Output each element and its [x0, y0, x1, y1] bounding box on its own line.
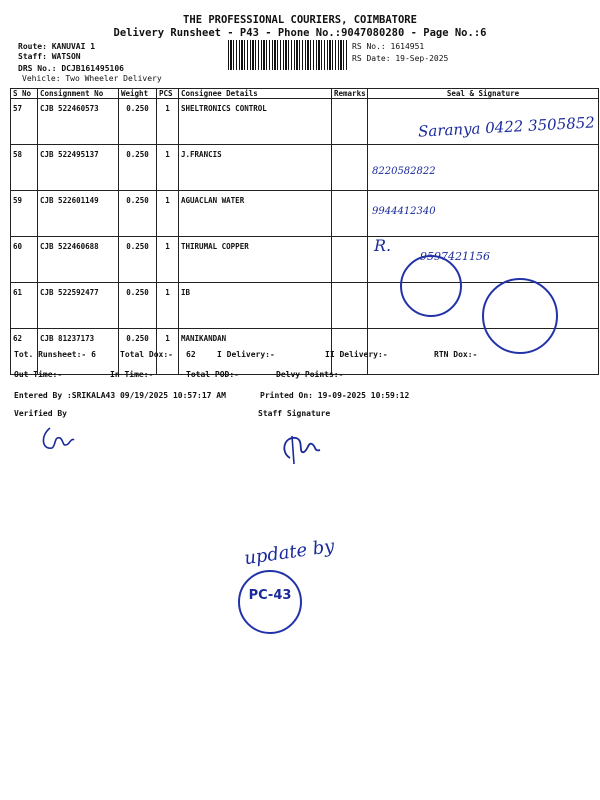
signature-row60: 9597421156: [420, 250, 490, 263]
table-header-row: [11, 89, 599, 99]
vehicle-label: Vehicle: Two Wheeler Delivery: [22, 74, 162, 83]
cell-consignee: THIRUMAL COPPER: [179, 237, 332, 283]
signature-row58: 8220582822: [372, 166, 436, 177]
staff-signature: [276, 428, 328, 468]
cell-pcs: 1: [157, 191, 179, 237]
cell-remarks: [332, 145, 368, 191]
barcode: [228, 40, 348, 70]
runsheet-subtitle: Delivery Runsheet - P43 - Phone No.:9047080280 - Page No.:6: [113, 27, 487, 39]
cell-consignment: CJB 522460573: [38, 99, 119, 145]
initials-mark: R.: [374, 236, 392, 255]
col-sno: S No: [11, 89, 38, 99]
cell-sno: 57: [11, 99, 38, 145]
verified-by-label: Verified By: [14, 409, 67, 418]
post-office-stamp: [400, 255, 462, 317]
signature-row59: 9944412340: [372, 206, 436, 217]
col-seal: Seal & Signature: [368, 89, 599, 99]
cell-weight: 0.250: [119, 191, 157, 237]
cell-consignee: J.FRANCIS: [179, 145, 332, 191]
col-pcs: PCS: [157, 89, 179, 99]
staff-label: Staff: WATSON: [18, 52, 81, 61]
cell-pcs: 1: [157, 329, 179, 375]
signature-row57: Saranya 0422 3505852: [417, 113, 596, 141]
cell-weight: 0.250: [119, 99, 157, 145]
entered-by: Entered By :SRIKALA43 09/19/2025 10:57:17 AM: [14, 391, 226, 400]
col-remarks: Remarks: [332, 89, 368, 99]
total-pod: Total POD:-: [186, 370, 239, 379]
pc43-stamp-text: PC-43: [248, 588, 292, 603]
rs-date: RS Date: 19-Sep-2025: [352, 54, 449, 63]
cell-sno: 59: [11, 191, 38, 237]
cell-sno: 58: [11, 145, 38, 191]
rtn-dox: RTN Dox:-: [434, 350, 478, 359]
drs-label: DRS No.: DCJB161495106: [18, 64, 124, 73]
cell-remarks: [332, 283, 368, 329]
i-delivery: I Delivery:-: [217, 350, 275, 359]
company-title: THE PROFESSIONAL COURIERS, COIMBATORE: [183, 14, 417, 26]
cell-seal: [368, 329, 599, 375]
cell-sno: 61: [11, 283, 38, 329]
col-consignment: Consignment No: [38, 89, 119, 99]
out-time: Out Time:-: [14, 370, 63, 379]
tot-runsheet: Tot. Runsheet:- 6: [14, 350, 96, 359]
cell-weight: 0.250: [119, 237, 157, 283]
cell-consignment: CJB 522460688: [38, 237, 119, 283]
cell-consignment: CJB 522495137: [38, 145, 119, 191]
cell-pcs: 1: [157, 145, 179, 191]
cell-consignee: SHELTRONICS CONTROL: [179, 99, 332, 145]
cell-sno: 62: [11, 329, 38, 375]
cell-consignment: CJB 522592477: [38, 283, 119, 329]
cell-pcs: 1: [157, 237, 179, 283]
cell-consignment: CJB 522601149: [38, 191, 119, 237]
in-time: In Time:-: [110, 370, 154, 379]
cell-weight: 0.250: [119, 145, 157, 191]
total-dox-label: Total Dox:-: [120, 350, 173, 359]
delvy-points: Delvy Points:-: [276, 370, 344, 379]
cell-sno: 60: [11, 237, 38, 283]
table-row: [11, 145, 599, 191]
cell-consignee: AGUACLAN WATER: [179, 191, 332, 237]
cell-consignment: CJB 81237173: [38, 329, 119, 375]
cell-remarks: [332, 191, 368, 237]
verified-signature: [38, 422, 78, 458]
ii-delivery: II Delivery:-: [325, 350, 388, 359]
table-row: [11, 191, 599, 237]
cell-remarks: [332, 237, 368, 283]
table-row: [11, 237, 599, 283]
cell-pcs: 1: [157, 283, 179, 329]
distributor-stamp: [482, 278, 558, 354]
cell-consignee: IB: [179, 283, 332, 329]
cell-weight: 0.250: [119, 283, 157, 329]
rs-number: RS No.: 1614951: [352, 42, 425, 51]
staff-signature-label: Staff Signature: [258, 409, 331, 418]
route-label: Route: KANUVAI 1: [18, 42, 96, 51]
col-weight: Weight: [119, 89, 157, 99]
cell-weight: 0.250: [119, 329, 157, 375]
printed-on: Printed On: 19-09-2025 10:59:12: [260, 391, 410, 400]
update-by-note: update by: [242, 535, 336, 570]
pc43-stamp: [238, 570, 302, 634]
cell-remarks: [332, 99, 368, 145]
cell-consignee: MANIKANDAN: [179, 329, 332, 375]
total-dox-value: 62: [186, 350, 196, 359]
cell-pcs: 1: [157, 99, 179, 145]
col-consignee: Consignee Details: [179, 89, 332, 99]
